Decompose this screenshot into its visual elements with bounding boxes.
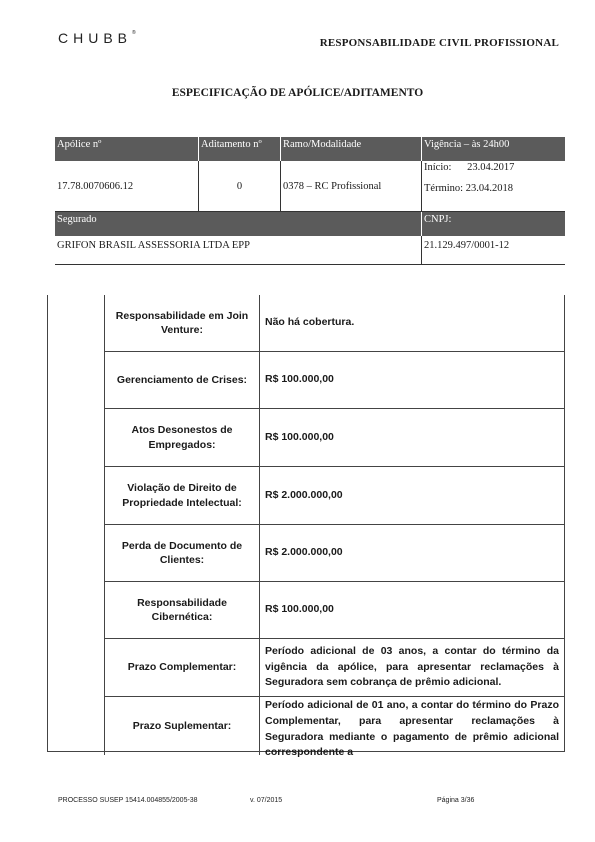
apolice-value: 17.78.0070606.12 (55, 161, 199, 211)
coverage-value: R$ 2.000.000,00 (265, 488, 343, 501)
coverage-value: R$ 100.000,00 (265, 373, 334, 386)
coverage-label: Prazo Complementar: (104, 639, 260, 696)
coverage-label: Prazo Suplementar: (104, 697, 260, 755)
coverage-label: Violação de Direito de Propriedade Intelectual: (104, 467, 260, 524)
policy-values-row (55, 161, 565, 212)
aditamento-value: 0 (199, 161, 281, 211)
chubb-logo: CHUBB® (58, 30, 136, 46)
vigencia-label: Vigência – às 24h00 (424, 139, 510, 150)
coverage-label: Gerenciamento de Crises: (104, 352, 260, 408)
coverage-row (104, 295, 564, 352)
coverage-value: R$ 2.000.000,00 (265, 546, 343, 559)
coverage-label: Responsabilidade em Join Venture: (104, 295, 260, 351)
coverage-label: Atos Desonestos de Empregados: (104, 409, 260, 466)
coverage-row (104, 525, 564, 582)
coverage-row (104, 352, 564, 409)
inicio-line: Início: 23.04.2017 (424, 162, 515, 173)
termino-line: Término: 23.04.2018 (424, 183, 513, 194)
coverage-row (104, 467, 564, 525)
coverage-value: Período adicional de 03 anos, a contar do término da vigência da apólice, para apresentar reclamações à Seguradora sem cobrança de prêmio adicional. (265, 644, 559, 689)
coverage-row (104, 639, 564, 697)
cnpj-value: 21.129.497/0001-12 (424, 240, 510, 251)
coverage-value: R$ 100.000,00 (265, 603, 334, 616)
coverage-row (104, 582, 564, 639)
coverage-row (104, 409, 564, 467)
ramo-label: Ramo/Modalidade (281, 137, 422, 161)
footer-versao: v. 07/2015 (250, 797, 283, 804)
specification-title: ESPECIFICAÇÃO DE APÓLICE/ADITAMENTO (171, 87, 424, 99)
aditamento-label: Aditamento nº (199, 137, 281, 161)
segurado-values-row (55, 236, 565, 265)
segurado-value: GRIFON BRASIL ASSESSORIA LTDA EPP (55, 236, 422, 264)
ramo-value: 0378 – RC Profissional (281, 161, 422, 211)
footer-processo: PROCESSO SUSEP 15414.004855/2005-38 (58, 797, 198, 804)
coverage-table (47, 295, 565, 759)
apolice-label: Apólice nº (55, 137, 199, 161)
coverage-label: Responsabilidade Cibernética: (104, 582, 260, 638)
coverage-rows (104, 295, 564, 759)
coverage-value: Não há cobertura. (265, 316, 355, 329)
vigencia-values (422, 161, 565, 211)
policy-info-table (55, 137, 565, 265)
coverage-label: Perda de Documento de Clientes: (104, 525, 260, 581)
coverage-value: Período adicional de 01 ano, a contar do término do Prazo Complementar, para apresentar reclamações à Seguradora mediante o pagamento de prêmio adicional correspondente a (265, 699, 559, 759)
segurado-header-row (55, 212, 565, 236)
document-header-title: RESPONSABILIDADE CIVIL PROFISSIONAL (319, 37, 559, 49)
coverage-value: R$ 100.000,00 (265, 430, 334, 443)
coverage-row (104, 697, 564, 759)
segurado-label: Segurado (55, 212, 422, 236)
cnpj-label: CNPJ: (424, 214, 452, 225)
footer-pagina: Página 3/36 (437, 797, 475, 804)
policy-header-row (55, 137, 565, 161)
